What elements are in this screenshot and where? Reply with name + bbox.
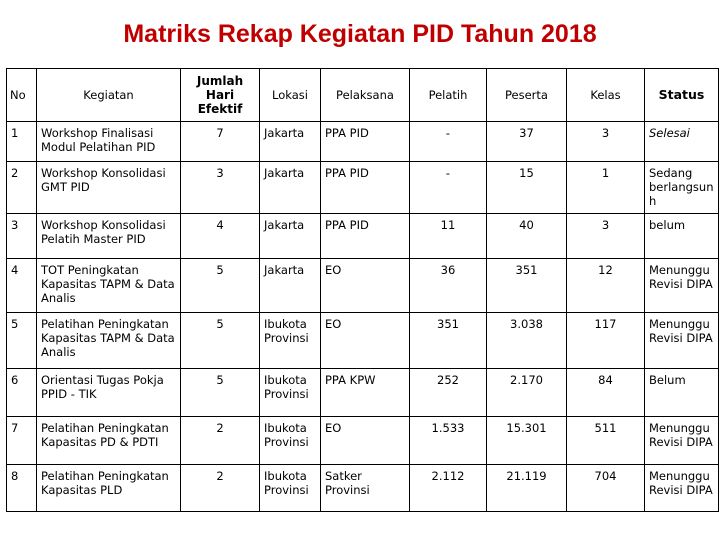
cell-kegiatan: Pelatihan Peningkatan Kapasitas TAPM & Data Analis [37,313,181,369]
cell-kegiatan: Pelatihan Peningkatan Kapasitas PD & PDTI [37,417,181,465]
cell-kegiatan: Workshop Finalisasi Modul Pelatihan PID [37,122,181,162]
cell-lokasi: Ibukota Provinsi [260,465,321,512]
cell-kelas: 511 [567,417,645,465]
table-row [7,369,719,417]
cell-pelaksana: EO [321,313,410,369]
cell-peserta: 2.170 [487,369,567,417]
cell-kelas: 12 [567,259,645,313]
table-row [7,162,719,214]
cell-no: 1 [7,122,37,162]
cell-kelas: 84 [567,369,645,417]
table-row [7,214,719,259]
cell-no: 2 [7,162,37,214]
cell-pelaksana: PPA KPW [321,369,410,417]
cell-pelatih: 11 [410,214,487,259]
cell-pelaksana: PPA PID [321,162,410,214]
header-lokasi: Lokasi [260,69,321,122]
header-kelas: Kelas [567,69,645,122]
cell-pelatih: - [410,122,487,162]
cell-pelatih: 2.112 [410,465,487,512]
cell-kelas: 117 [567,313,645,369]
cell-lokasi: Jakarta [260,214,321,259]
cell-status: Menunggu Revisi DIPA [645,465,719,512]
header-pelatih: Pelatih [410,69,487,122]
cell-pelaksana: EO [321,259,410,313]
cell-jumlah: 3 [181,162,260,214]
cell-pelatih: 252 [410,369,487,417]
table-row [7,122,719,162]
cell-pelatih: 351 [410,313,487,369]
cell-jumlah: 5 [181,313,260,369]
cell-pelaksana: PPA PID [321,214,410,259]
cell-pelatih: 1.533 [410,417,487,465]
cell-jumlah: 5 [181,369,260,417]
cell-peserta: 40 [487,214,567,259]
cell-lokasi: Jakarta [260,162,321,214]
header-status: Status [645,69,719,122]
cell-kelas: 3 [567,122,645,162]
cell-status: Menunggu Revisi DIPA [645,417,719,465]
table-row [7,465,719,512]
table-row [7,259,719,313]
cell-status: belum [645,214,719,259]
cell-jumlah: 4 [181,214,260,259]
cell-kegiatan: Workshop Konsolidasi Pelatih Master PID [37,214,181,259]
cell-peserta: 15.301 [487,417,567,465]
cell-pelatih: - [410,162,487,214]
cell-no: 5 [7,313,37,369]
cell-kelas: 1 [567,162,645,214]
cell-jumlah: 2 [181,417,260,465]
cell-kegiatan: Pelatihan Peningkatan Kapasitas PLD [37,465,181,512]
cell-lokasi: Ibukota Provinsi [260,417,321,465]
header-no: No [7,69,37,122]
cell-jumlah: 5 [181,259,260,313]
cell-pelaksana: Satker Provinsi [321,465,410,512]
page-title: Matriks Rekap Kegiatan PID Tahun 2018 [123,20,597,48]
activity-table [6,68,719,512]
cell-peserta: 3.038 [487,313,567,369]
cell-kelas: 3 [567,214,645,259]
cell-no: 8 [7,465,37,512]
header-jumlah-hari-efektif: Jumlah Hari Efektif [181,69,260,122]
header-pelaksana: Pelaksana [321,69,410,122]
cell-status: Selesai [645,122,719,162]
cell-peserta: 351 [487,259,567,313]
cell-pelatih: 36 [410,259,487,313]
header-kegiatan: Kegiatan [37,69,181,122]
cell-kelas: 704 [567,465,645,512]
cell-status: Menunggu Revisi DIPA [645,259,719,313]
table-row [7,417,719,465]
cell-peserta: 21.119 [487,465,567,512]
cell-kegiatan: Orientasi Tugas Pokja PPID - TIK [37,369,181,417]
cell-no: 4 [7,259,37,313]
cell-lokasi: Ibukota Provinsi [260,369,321,417]
cell-status: Belum [645,369,719,417]
cell-pelaksana: PPA PID [321,122,410,162]
cell-no: 6 [7,369,37,417]
table-header-row [7,69,719,122]
cell-lokasi: Ibukota Provinsi [260,313,321,369]
cell-peserta: 37 [487,122,567,162]
cell-peserta: 15 [487,162,567,214]
cell-jumlah: 2 [181,465,260,512]
table-row [7,313,719,369]
cell-lokasi: Jakarta [260,122,321,162]
cell-status: Menunggu Revisi DIPA [645,313,719,369]
cell-kegiatan: TOT Peningkatan Kapasitas TAPM & Data Analis [37,259,181,313]
cell-jumlah: 7 [181,122,260,162]
cell-lokasi: Jakarta [260,259,321,313]
cell-status: Sedang berlangsun h [645,162,719,214]
cell-kegiatan: Workshop Konsolidasi GMT PID [37,162,181,214]
cell-no: 3 [7,214,37,259]
cell-no: 7 [7,417,37,465]
header-peserta: Peserta [487,69,567,122]
cell-pelaksana: EO [321,417,410,465]
